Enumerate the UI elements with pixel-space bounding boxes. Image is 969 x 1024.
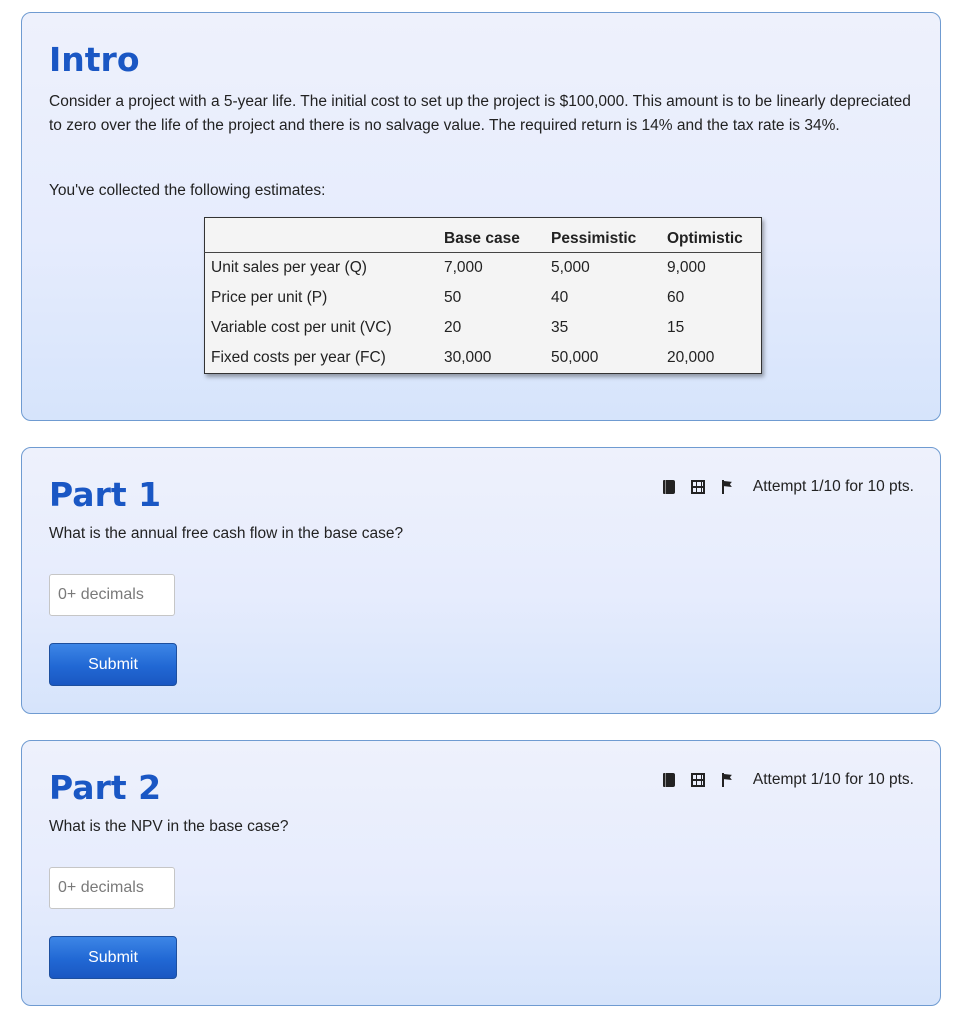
table-cell: 20 [444, 319, 462, 336]
table-cell: 40 [551, 289, 569, 306]
part-2-answer-input[interactable] [49, 867, 175, 909]
table-cell: 50,000 [551, 349, 599, 366]
flag-icon[interactable] [721, 480, 733, 494]
book-icon[interactable] [663, 773, 675, 787]
table-header [205, 218, 439, 253]
part-1-title: Part 1 [49, 475, 162, 514]
part-2-title: Part 2 [49, 768, 162, 807]
part-1-panel [21, 447, 941, 714]
part-2-question: What is the NPV in the base case? [49, 818, 289, 835]
table-cell: Price per unit (P) [211, 289, 328, 306]
intro-estimates-label: You've collected the following estimates: [49, 182, 326, 199]
table-cell: Fixed costs per year (FC) [211, 349, 386, 366]
table-cell: 20,000 [667, 349, 715, 366]
film-icon[interactable] [691, 480, 705, 494]
attempt-counter: Attempt 1/10 for 10 pts. [752, 478, 914, 495]
table-row [205, 343, 762, 374]
table-cell: 60 [667, 289, 685, 306]
table-cell: 7,000 [444, 259, 483, 276]
table-cell: 50 [444, 289, 462, 306]
intro-panel [21, 12, 941, 421]
film-icon[interactable] [691, 773, 705, 787]
attempt-counter: Attempt 1/10 for 10 pts. [752, 771, 914, 788]
flag-icon[interactable] [721, 773, 733, 787]
part-1-submit-button[interactable]: Submit [49, 643, 177, 686]
part-1-question: What is the annual free cash flow in the base case? [49, 525, 404, 542]
table-row [205, 313, 762, 343]
table-header: Optimistic [661, 218, 762, 253]
table-cell: 5,000 [551, 259, 590, 276]
table-header: Pessimistic [545, 218, 661, 253]
part-2-panel [21, 740, 941, 1006]
table-header: Base case [438, 218, 545, 253]
table-cell: 9,000 [667, 259, 706, 276]
part-1-toolbar [663, 478, 914, 496]
part-2-toolbar [663, 771, 914, 789]
table-row [205, 253, 762, 284]
estimates-table [204, 217, 762, 374]
table-cell: Unit sales per year (Q) [211, 259, 367, 276]
table-cell: Variable cost per unit (VC) [211, 319, 392, 336]
table-cell: 30,000 [444, 349, 492, 366]
table-header-row [205, 218, 762, 253]
intro-title: Intro [49, 40, 140, 79]
book-icon[interactable] [663, 480, 675, 494]
table-cell: 15 [667, 319, 685, 336]
part-2-submit-button[interactable]: Submit [49, 936, 177, 979]
intro-description: Consider a project with a 5-year life. The initial cost to set up the project is $100,000. This amount is to be linearly depreciated to zero over the life of the project and there is no salvage value. The required return is 14% and the tax rate is 34%. [49, 93, 911, 134]
table-cell: 35 [551, 319, 569, 336]
part-1-answer-input[interactable] [49, 574, 175, 616]
table-row [205, 283, 762, 313]
